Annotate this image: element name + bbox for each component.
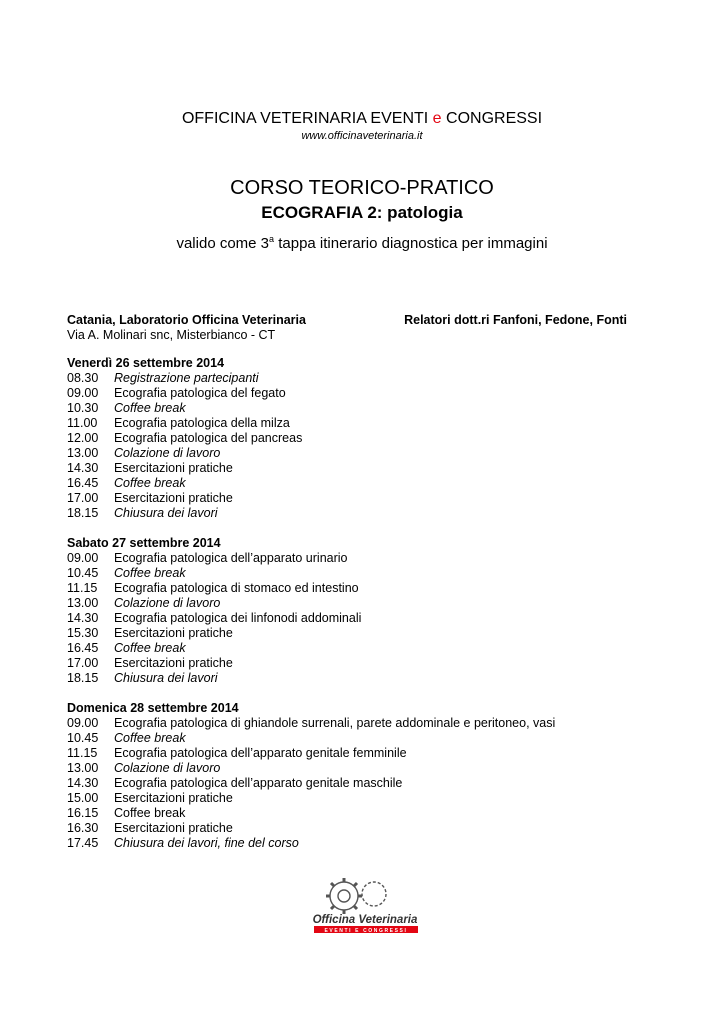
item-time: 17.00 — [67, 491, 99, 505]
item-description: Colazione di lavoro — [114, 761, 221, 775]
schedule-item — [67, 416, 647, 431]
item-time: 12.00 — [67, 431, 99, 445]
item-description: Coffee break — [114, 731, 186, 745]
item-time: 10.30 — [67, 401, 99, 415]
schedule-day — [67, 536, 647, 686]
schedule-item — [67, 581, 647, 596]
schedule-item — [67, 476, 647, 491]
schedule-item — [67, 716, 647, 731]
schedule-day — [67, 701, 647, 851]
schedule-item — [67, 491, 647, 506]
item-time: 16.15 — [67, 806, 99, 820]
schedule-item — [67, 746, 647, 761]
venue-info — [67, 313, 627, 342]
item-description: Ecografia patologica del fegato — [114, 386, 286, 400]
schedule-item — [67, 761, 647, 776]
item-description: Esercitazioni pratiche — [114, 821, 233, 835]
item-description: Esercitazioni pratiche — [114, 791, 233, 805]
schedule-item — [67, 386, 647, 401]
day-title: Venerdì 26 settembre 2014 — [67, 356, 225, 370]
schedule — [67, 356, 647, 866]
venue-address: Via A. Molinari snc, Misterbianco - CT — [67, 328, 276, 342]
item-description: Esercitazioni pratiche — [114, 626, 233, 640]
item-time: 13.00 — [67, 596, 99, 610]
day-title: Domenica 28 settembre 2014 — [67, 701, 239, 715]
item-description: Ecografia patologica dei linfonodi addominali — [114, 611, 362, 625]
organizer-conjunction: e — [432, 110, 442, 127]
schedule-item — [67, 836, 647, 851]
schedule-item — [67, 656, 647, 671]
item-description: Coffee break — [114, 476, 186, 490]
item-time: 10.45 — [67, 566, 99, 580]
validity-superscript: a — [269, 234, 275, 244]
item-description: Ecografia patologica di ghiandole surrenali, parete addominale e peritoneo, vasi — [114, 716, 556, 730]
item-time: 18.15 — [67, 671, 99, 685]
schedule-item — [67, 596, 647, 611]
organizer-name: OFFICINA VETERINARIA EVENTI — [181, 110, 429, 127]
validity-text: valido come 3 — [176, 235, 270, 252]
venue-place: Catania, Laboratorio Officina Veterinaria — [67, 313, 306, 327]
schedule-item — [67, 641, 647, 656]
schedule-item — [67, 806, 647, 821]
schedule-item — [67, 431, 647, 446]
schedule-item — [67, 776, 647, 791]
item-time: 14.30 — [67, 461, 99, 475]
schedule-item — [67, 506, 647, 521]
schedule-item — [67, 791, 647, 806]
schedule-item — [67, 446, 647, 461]
item-time: 16.45 — [67, 641, 99, 655]
item-time: 11.15 — [67, 746, 98, 760]
item-time: 11.00 — [67, 416, 98, 430]
schedule-item — [67, 566, 647, 581]
item-description: Ecografia patologica di stomaco ed intestino — [114, 581, 359, 595]
schedule-item — [67, 821, 647, 836]
item-description: Esercitazioni pratiche — [114, 656, 233, 670]
item-time: 15.00 — [67, 791, 99, 805]
item-time: 16.30 — [67, 821, 99, 835]
schedule-item — [67, 611, 647, 626]
schedule-item — [67, 731, 647, 746]
item-description: Ecografia patologica dell’apparato genitale femminile — [114, 746, 407, 760]
item-time: 17.45 — [67, 836, 99, 850]
item-description: Registrazione partecipanti — [114, 371, 259, 385]
item-time: 14.30 — [67, 776, 99, 790]
item-time: 09.00 — [67, 716, 99, 730]
item-description: Chiusura dei lavori, fine del corso — [114, 836, 299, 850]
schedule-item — [67, 551, 647, 566]
organizer-header — [0, 110, 724, 128]
item-description: Coffee break — [114, 641, 186, 655]
schedule-item — [67, 371, 647, 386]
item-time: 13.00 — [67, 446, 99, 460]
speakers: Relatori dott.ri Fanfoni, Fedone, Fonti — [404, 313, 627, 327]
item-time: 13.00 — [67, 761, 99, 775]
item-description: Colazione di lavoro — [114, 446, 221, 460]
validity-text-end: tappa itinerario diagnostica per immagini — [274, 235, 548, 252]
schedule-item — [67, 626, 647, 641]
course-title: CORSO TEORICO-PRATICO — [230, 177, 494, 199]
course-validity — [0, 235, 724, 252]
item-time: 10.45 — [67, 731, 99, 745]
schedule-item — [67, 401, 647, 416]
item-time: 16.45 — [67, 476, 99, 490]
item-time: 09.00 — [67, 386, 99, 400]
item-time: 18.15 — [67, 506, 99, 520]
website-link[interactable]: www.officinaveterinaria.it — [301, 130, 423, 142]
item-description: Ecografia patologica del pancreas — [114, 431, 303, 445]
item-description: Chiusura dei lavori — [114, 506, 218, 520]
item-time: 17.00 — [67, 656, 99, 670]
course-subtitle: ECOGRAFIA 2: patologia — [261, 203, 463, 222]
schedule-item — [67, 461, 647, 476]
item-description: Ecografia patologica dell’apparato genitale maschile — [114, 776, 403, 790]
item-description: Ecografia patologica della milza — [114, 416, 290, 430]
item-description: Esercitazioni pratiche — [114, 461, 233, 475]
schedule-day — [67, 356, 647, 521]
item-time: 15.30 — [67, 626, 99, 640]
day-title: Sabato 27 settembre 2014 — [67, 536, 221, 550]
logo-tagline: EVENTI E CONGRESSI — [324, 927, 408, 934]
item-description: Colazione di lavoro — [114, 596, 221, 610]
item-description: Chiusura dei lavori — [114, 671, 218, 685]
item-description: Esercitazioni pratiche — [114, 491, 233, 505]
item-time: 14.30 — [67, 611, 99, 625]
item-description: Ecografia patologica dell’apparato urinario — [114, 551, 348, 565]
item-description: Coffee break — [114, 806, 186, 820]
item-description: Coffee break — [114, 566, 186, 580]
schedule-item — [67, 671, 647, 686]
item-description: Coffee break — [114, 401, 186, 415]
item-time: 11.15 — [67, 581, 98, 595]
organizer-name-end: CONGRESSI — [446, 110, 543, 127]
gear-logo-icon — [308, 872, 423, 936]
item-time: 09.00 — [67, 551, 99, 565]
item-time: 08.30 — [67, 371, 99, 385]
logo-name: Officina Veterinaria — [312, 914, 418, 926]
